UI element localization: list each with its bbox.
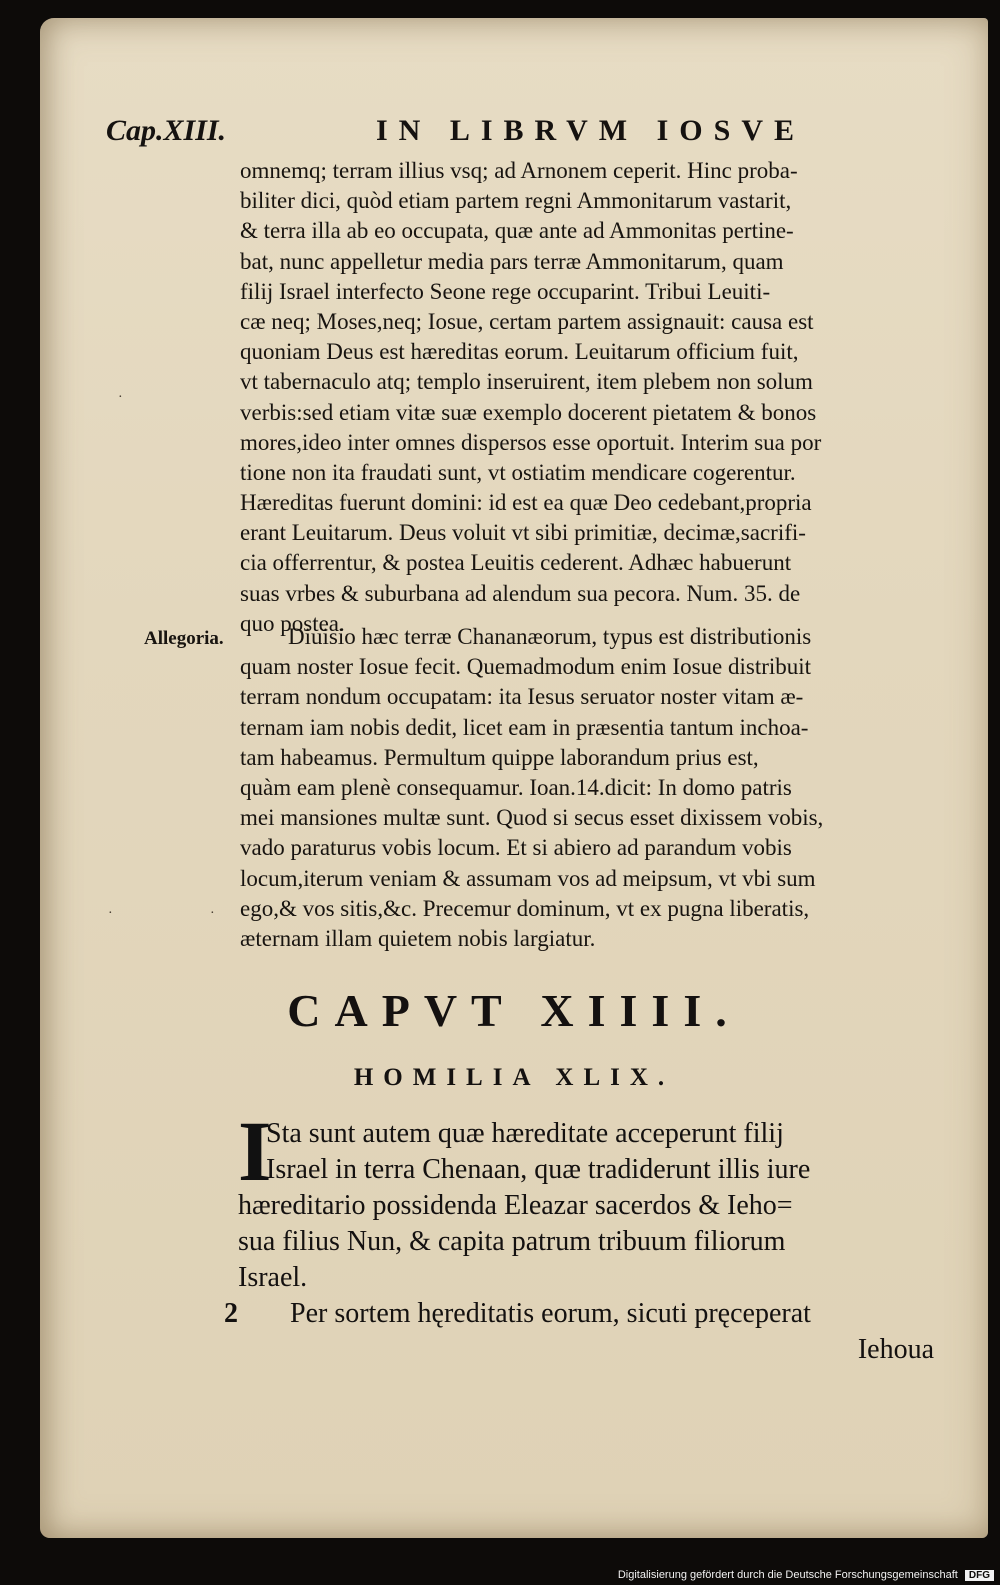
text-line: cæ neq; Moses,neq; Iosue, certam partem assignauit: causa est xyxy=(240,308,814,334)
text-line: & terra illa ab eo occupata, quæ ante ad Ammonitas pertine- xyxy=(240,218,794,244)
text-line: mei mansiones multæ sunt. Quod si secus esset dixissem vobis, xyxy=(240,805,824,831)
homily-heading: HOMILIA XLIX. xyxy=(353,1064,675,1091)
dfg-logo: DFG xyxy=(965,1570,994,1581)
text-line: Hæreditas fuerunt domini: id est ea quæ Deo cedebant,propria xyxy=(240,490,812,516)
book-page xyxy=(40,18,988,1538)
text-line: cia offerrentur, & postea Leuitis cederent. Adhæc habuerunt xyxy=(240,550,792,576)
text-line: quo postea. xyxy=(240,610,345,636)
text-line: verbis:sed etiam vitæ suæ exemplo docerent pietatem & bonos xyxy=(240,399,817,425)
text-line: suas vrbes & suburbana ad alendum sua pecora. Num. 35. de xyxy=(240,580,801,606)
running-head xyxy=(106,114,966,154)
running-head-title: IN LIBRVM IOSVE xyxy=(376,114,805,147)
text-line: terram nondum occupatam: ita Iesus seruator noster vitam æ- xyxy=(240,684,804,710)
text-line: tione non ita fraudati sunt, vt ostiatim mendicare cogerentur. xyxy=(240,459,796,485)
text-line: quoniam Deus est hæreditas eorum. Leuitarum officium fuit, xyxy=(240,339,799,365)
running-head-chapter: Cap.XIII. xyxy=(106,114,227,147)
text-line: filij Israel interfecto Seone rege occuparint. Tribui Leuiti- xyxy=(240,278,771,304)
verse-line: sua filius Nun, & capita patrum tribuum filiorum xyxy=(238,1226,786,1257)
ink-speck: · xyxy=(118,390,123,405)
catchword: Iehoua xyxy=(857,1334,934,1365)
text-line: mores,ideo inter omnes dispersos esse oportuit. Interim sua por xyxy=(240,429,822,455)
text-line: biliter dici, quòd etiam partem regni Ammonitarum vastarit, xyxy=(240,188,792,214)
margin-note-allegoria: Allegoria. xyxy=(144,628,224,649)
text-line: omnemq; terram illius vsq; ad Arnonem ceperit. Hinc proba- xyxy=(240,158,798,183)
verse-1 xyxy=(238,1116,938,1296)
verse-line: Israel in terra Chenaan, quæ tradiderunt illis iure xyxy=(266,1154,811,1185)
text-line: æternam illam quietem nobis largiatur. xyxy=(240,925,596,951)
verse-number: 2 xyxy=(224,1298,238,1329)
text-line: tam habeamus. Permultum quippe laborandum prius est, xyxy=(240,744,759,770)
credit-text: Digitalisierung gefördert durch die Deutsche Forschungsgemeinschaft xyxy=(617,1569,958,1581)
allegory-paragraph xyxy=(240,622,930,954)
verse-line: Sta sunt autem quæ hæreditate acceperunt filij xyxy=(266,1118,784,1149)
verse-line: hæreditario possidenda Eleazar sacerdos & Ieho= xyxy=(238,1190,793,1221)
page-content xyxy=(40,18,988,1538)
text-line: ternam iam nobis dedit, licet eam in præsentia tantum inchoa- xyxy=(240,714,809,740)
text-line: erant Leuitarum. Deus voluit vt sibi primitiæ, decimæ,sacrifi- xyxy=(240,520,806,546)
verse-line: Per sortem hęreditatis eorum, sicuti pręceperat xyxy=(290,1298,811,1329)
ink-speck: · xyxy=(210,906,215,921)
text-line: vt tabernaculo atq; templo inseruirent, item plebem non solum xyxy=(240,369,813,395)
ink-speck: · xyxy=(108,906,113,921)
text-line: locum,iterum veniam & assumam vos ad meipsum, vt vbi sum xyxy=(240,865,816,891)
verse-line: Israel. xyxy=(238,1262,308,1293)
chapter-heading: CAPVT XIIII. xyxy=(287,985,741,1036)
text-line: ego,& vos sitis,&c. Precemur dominum, vt ex pugna liberatis, xyxy=(240,895,810,921)
text-line: quàm eam plenè consequamur. Ioan.14.dicit: In domo patris xyxy=(240,774,792,800)
text-line: Diuisio hæc terræ Chananæorum, typus est distributionis xyxy=(288,624,812,649)
drop-cap: I xyxy=(238,1103,272,1199)
text-line: bat, nunc appelletur media pars terræ Ammonitarum, quam xyxy=(240,248,784,274)
commentary-text xyxy=(240,156,930,639)
digitization-credit xyxy=(618,1569,994,1581)
text-line: quam noster Iosue fecit. Quemadmodum enim Iosue distribuit xyxy=(240,654,812,680)
text-line: vado paraturus vobis locum. Et si abiero ad parandum vobis xyxy=(240,835,792,861)
